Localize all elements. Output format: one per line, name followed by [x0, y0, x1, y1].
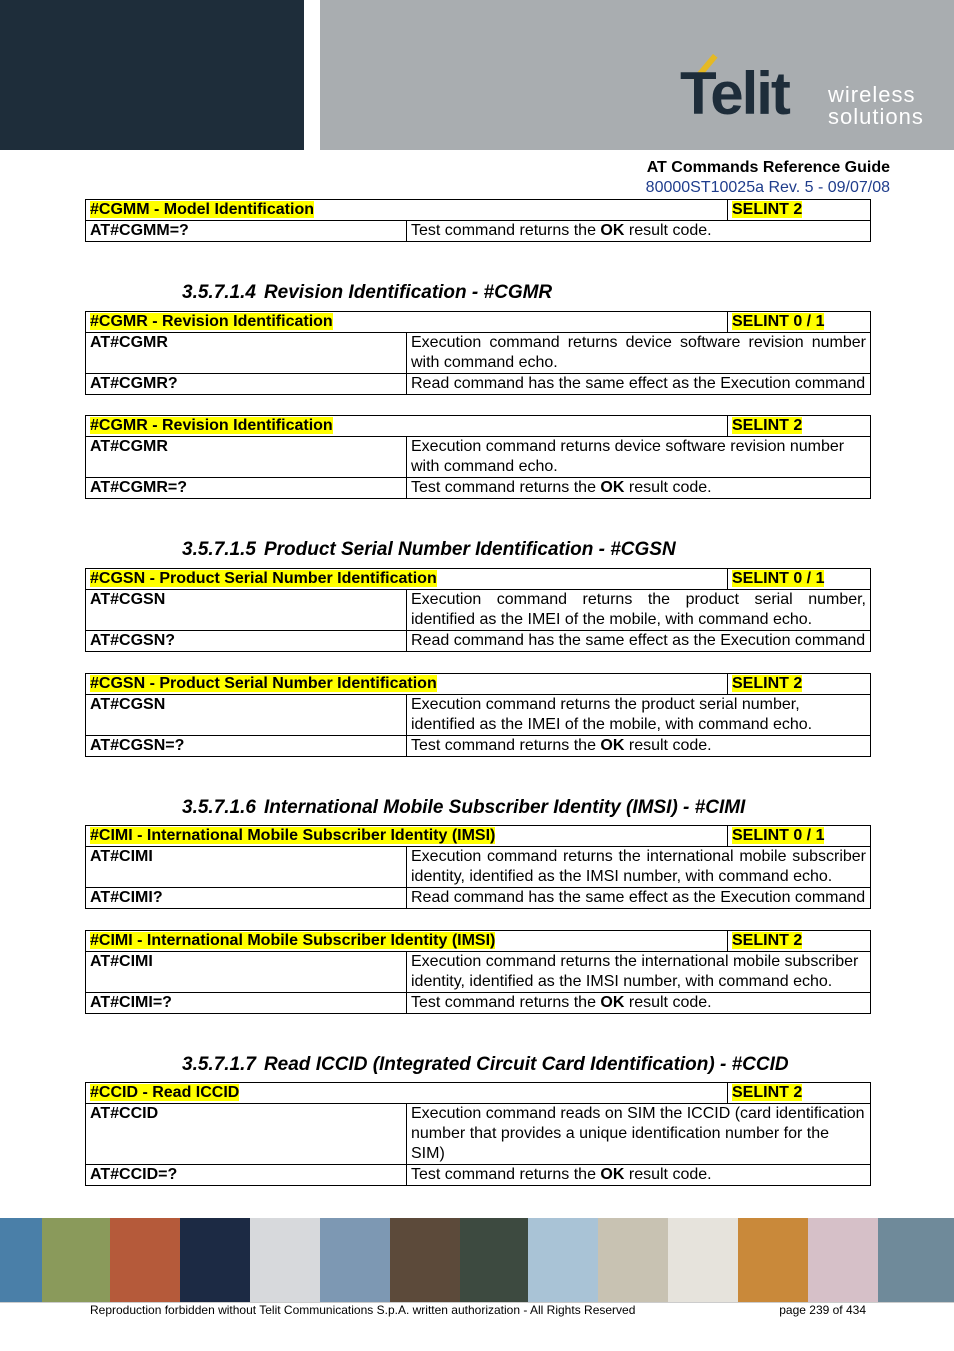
description-cell: Test command returns the OK result code.: [407, 993, 871, 1014]
command-cell: AT#CGMR: [86, 437, 407, 478]
selint-badge: SELINT 2: [732, 201, 803, 218]
description-cell: Test command returns the OK result code.: [407, 478, 871, 499]
command-cell: AT#CGSN?: [86, 631, 407, 652]
doc-reference: 80000ST10025a Rev. 5 - 09/07/08: [645, 179, 890, 196]
cgsn-selint2-table: [85, 673, 871, 757]
command-cell: AT#CCID=?: [86, 1165, 407, 1186]
footer-photo: [250, 1218, 320, 1302]
command-cell: AT#CIMI: [86, 847, 407, 888]
logo-brand: Telit: [680, 60, 789, 127]
footer-photo: [808, 1218, 878, 1302]
table-title: #CGMR - Revision Identification: [90, 417, 333, 434]
footer-photo: [738, 1218, 808, 1302]
page-number: page 239 of 434: [779, 1303, 866, 1317]
command-cell: AT#CGMM=?: [86, 221, 407, 242]
footer-photo: [528, 1218, 598, 1302]
description-cell: Execution command returns the product serial number, identified as the IMEI of the mobile, with command echo.: [407, 695, 871, 736]
footer-photo: [0, 1218, 42, 1302]
command-cell: AT#CGMR=?: [86, 478, 407, 499]
command-cell: AT#CIMI?: [86, 888, 407, 909]
selint-badge: SELINT 2: [732, 1084, 803, 1101]
command-cell: AT#CGMR: [86, 333, 407, 374]
description-cell: Execution command returns the international mobile subscriber identity, identified as the IMSI number, with command echo.: [407, 952, 871, 993]
cimi-selint01-table: [85, 825, 871, 909]
table-title: #CGSN - Product Serial Number Identification: [90, 675, 437, 692]
guide-title: AT Commands Reference Guide: [646, 159, 890, 176]
description-cell: Test command returns the OK result code.: [407, 221, 871, 242]
table-row: [86, 478, 871, 499]
footer-photo: [180, 1218, 250, 1302]
table-title: #CIMI - International Mobile Subscriber Identity (IMSI): [90, 932, 496, 949]
table-row: [86, 333, 871, 374]
command-cell: AT#CGSN: [86, 695, 407, 736]
footer-photo: [42, 1218, 110, 1302]
footer-photo: [460, 1218, 528, 1302]
footer-copyright: Reproduction forbidden without Telit Communications S.p.A. written authorization - All Rights Reserved: [90, 1303, 636, 1317]
description-cell: Test command returns the OK result code.: [407, 1165, 871, 1186]
command-cell: AT#CCID: [86, 1104, 407, 1165]
table-title: #CGMR - Revision Identification: [90, 313, 333, 330]
selint-badge: SELINT 0 / 1: [732, 570, 825, 587]
footer-photo: [878, 1218, 954, 1302]
footer-photo: [598, 1218, 668, 1302]
description-cell: Read command has the same effect as the Execution command: [407, 374, 871, 395]
header-dark-panel: [0, 0, 304, 150]
table-row: [86, 631, 871, 652]
description-cell: Read command has the same effect as the Execution command: [407, 631, 871, 652]
cgmr-selint01-table: [85, 311, 871, 395]
table-title: #CCID - Read ICCID: [90, 1084, 240, 1101]
table-row: [86, 695, 871, 736]
footer-photo: [110, 1218, 180, 1302]
description-cell: Execution command returns device software revision number with command echo.: [407, 333, 871, 374]
table-row: [86, 888, 871, 909]
description-cell: Execution command reads on SIM the ICCID (card identification number that provides a unique identification number for the SIM): [407, 1104, 871, 1165]
selint-badge: SELINT 2: [732, 675, 803, 692]
description-cell: Execution command returns device software revision number with command echo.: [407, 437, 871, 478]
selint-badge: SELINT 0 / 1: [732, 827, 825, 844]
footer-photo: [668, 1218, 738, 1302]
table-title: #CIMI - International Mobile Subscriber Identity (IMSI): [90, 827, 496, 844]
command-cell: AT#CGMR?: [86, 374, 407, 395]
command-cell: AT#CIMI=?: [86, 993, 407, 1014]
description-cell: Execution command returns the product serial number, identified as the IMEI of the mobile, with command echo.: [407, 590, 871, 631]
description-cell: Read command has the same effect as the Execution command: [407, 888, 871, 909]
table-row: [86, 374, 871, 395]
footer-photo: [390, 1218, 460, 1302]
footer-photo-strip: [0, 1218, 954, 1302]
description-cell: Execution command returns the international mobile subscriber identity, identified as the IMSI number, with command echo.: [407, 847, 871, 888]
table-row: [86, 993, 871, 1014]
selint-badge: SELINT 2: [732, 932, 803, 949]
selint-badge: SELINT 0 / 1: [732, 313, 825, 330]
section-heading-cgsn: 3.5.7.1.5 Product Serial Number Identification - #CGSN: [182, 539, 676, 560]
cgsn-selint01-table: [85, 568, 871, 652]
table-row: [86, 590, 871, 631]
table-row: [86, 1165, 871, 1186]
description-cell: Test command returns the OK result code.: [407, 736, 871, 757]
table-row: [86, 736, 871, 757]
telit-logo: [676, 50, 936, 140]
command-cell: AT#CIMI: [86, 952, 407, 993]
section-heading-ccid: 3.5.7.1.7 Read ICCID (Integrated Circuit Card Identification) - #CCID: [182, 1054, 789, 1075]
table-title: #CGMM - Model Identification: [90, 201, 314, 218]
cgmr-selint2-table: [85, 415, 871, 499]
section-heading-cimi: 3.5.7.1.6 International Mobile Subscriber Identity (IMSI) - #CIMI: [182, 797, 746, 818]
table-row: [86, 847, 871, 888]
cgmm-selint2-table: [85, 199, 871, 242]
command-cell: AT#CGSN: [86, 590, 407, 631]
table-row: [86, 221, 871, 242]
command-cell: AT#CGSN=?: [86, 736, 407, 757]
footer-photo: [320, 1218, 390, 1302]
table-row: [86, 437, 871, 478]
section-heading-cgmr: 3.5.7.1.4 Revision Identification - #CGMR: [182, 282, 553, 303]
table-row: [86, 1104, 871, 1165]
logo-tagline-1: wireless: [828, 82, 916, 107]
logo-tagline-2: solutions: [828, 104, 924, 129]
cimi-selint2-table: [85, 930, 871, 1014]
table-title: #CGSN - Product Serial Number Identification: [90, 570, 437, 587]
ccid-selint2-table: [85, 1082, 871, 1186]
table-row: [86, 952, 871, 993]
selint-badge: SELINT 2: [732, 417, 803, 434]
